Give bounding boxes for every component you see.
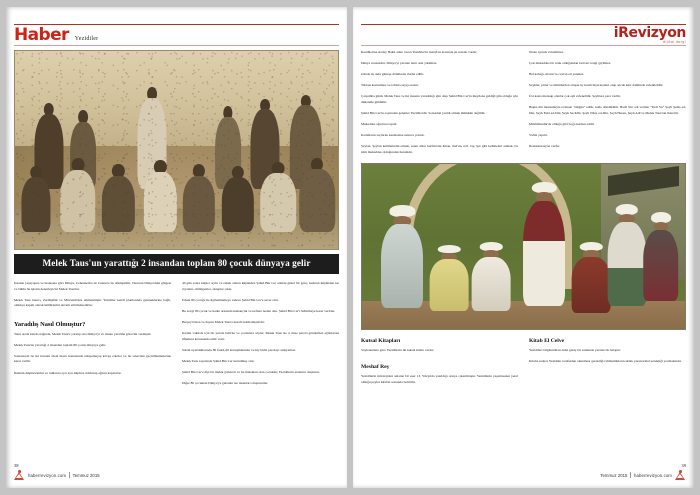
footer-divider: [630, 472, 631, 478]
paragraph: Bal kabağı, marul ve ceylan eti yenmez.: [529, 72, 585, 77]
logo-text: iRevizyon: [613, 25, 686, 41]
paragraph: Yezidileri bilgilendiren daha geniş bir zamanda yazılan bir kitaptır.: [529, 348, 621, 353]
paragraph: Çok mukaddes bir renk olduğundan lacivert rengi giyilmez.: [529, 61, 612, 66]
paragraph: Mukaddes ağaçlara tapılır.: [361, 122, 398, 127]
painting-figure: [472, 242, 511, 311]
paragraph: Kadınların saçlarını kesmesine uzunca yoktur.: [361, 133, 425, 138]
left-column-1: [14, 281, 171, 392]
paragraph: Sonrasında bu iki insanın ideal insan konusunda anlaşamayıp kavga ederler ve bu sınavdan geçirilmemelerine karar verilir.: [14, 353, 171, 364]
paragraph: Başka din mensubuyla evlenen "sürgün" edilir, katle döndürülür. Harfi Sirr adı verilen "Yedi Sır" Şeyh Şems ed-Din, Şeyh Fahr ed-Din, Şeyh Sacâdîn, Şeyh Nâsır ed-Din, Şeyh Hesen, Şeyh Adî ve Melek Taus'tan ibarettir.: [529, 105, 686, 116]
paragraph: Melek Taus sayesinde Şahid Bin Cer kurtulmuş olur.: [182, 358, 255, 363]
paragraph: Şahid Bin Cer'in soyundan gelenler Yezidilerdir. Sonradan yezidi olmak mümkün değildir.: [361, 111, 486, 116]
paragraph: Kitaba sadece Yezidiler tarafından okunması gerektiği rahmanlıkların aklını paranormal perektiği yozmaktadır.: [529, 359, 682, 364]
hero-photo: [14, 50, 339, 250]
paragraph: Diğer 80 çocuktan Dünya'ya gelenler ise insanları oluştururlar.: [182, 381, 269, 386]
paragraph: Sabah uyandıklarında 80 farklı dil konuşmaktadır ve hiç birisi parolayı anlayamaz.: [182, 347, 296, 352]
masthead-rule-bottom: [14, 45, 339, 46]
paragraph: Çarşamba günü, Melek Taus ve iki insanın yaratıldığı gün olup Şahid Bin Cer'in meydana geldiği gün olduğu için dinlenme günüdür.: [361, 94, 518, 104]
section-heading: Kitab El Celve: [529, 338, 565, 345]
section-heading: Meshaf Reş: [361, 364, 389, 371]
paragraph: Şeyhler, pirler ve müritlerden oluşan üç kastlı hiyerarşileri olup ancak kast dahilinde evlenilebilir.: [529, 83, 664, 88]
right-page-columns-bottom: [361, 333, 686, 391]
triangle-logo-icon: [675, 470, 686, 480]
paragraph: İnsanın yaşayışına ve inanışına göre Dünya, Cehennem'e de Cennet'e de dönüşebilir. Tanrının Dünya'daki gölgesi ve bütün bu işlerin denetleyicisi Melek Taus'tur.: [14, 281, 171, 291]
brand-title: Haber: [14, 25, 69, 45]
brand-subtitle: Yezidiler: [74, 36, 99, 42]
right-column-1: [361, 50, 518, 161]
painting-figure: [572, 242, 611, 313]
right-masthead: [361, 7, 686, 47]
paragraph: Dünya sonsuzdur, Dünya'yı yaratan tanrı asla yıkılmaz.: [361, 61, 438, 66]
footer-site[interactable]: haberrevizyon.com: [28, 472, 67, 478]
paragraph: Herşeyi bilen ve duyan Melek Taus'a hesabı katmamışlardır.: [182, 320, 265, 325]
irevizyon-logo[interactable]: [614, 26, 686, 44]
paragraph: Müslümanlık'da olduğu gibi boğa kurban edilir.: [529, 122, 595, 127]
footer-date: Temmuz 2015: [72, 472, 100, 478]
paragraph: Bu sevgi 80 çocuk ve kadın arasında kıskançlık ve nefrete neden olur. Şahid Bin Cer'i öldürmeye karar verirler.: [182, 308, 336, 313]
paragraph: Şahid Bin Cer'e dişi bir melek gönderir ve bu melekten olan çocuklar, Yezidilerin atalarını oluşturur.: [182, 370, 320, 375]
footer-divider: [69, 472, 70, 478]
paragraph: Günde üç defa güneşe dönülerek ibadet edilir.: [361, 72, 425, 77]
paragraph: 40 gün sonra küpler açılır ve erkek olanın küpünden Şahid Bin Cer adında güzel bir genç, kadının küpünden ise çiyanlar, sürüngenler, akrepler çıkar.: [182, 281, 339, 291]
page-number: 39: [681, 463, 686, 469]
left-page-columns: [14, 281, 339, 392]
painting-figure: [607, 204, 646, 306]
left-page: [6, 7, 347, 488]
painting-illustration: [361, 163, 686, 330]
paragraph: Erkek 80 çocuğu ile ilgilenmemeye sadece Şahid Bin Cer'e sever olur.: [182, 297, 279, 302]
right-page-columns-top: [361, 50, 686, 161]
paragraph: Kadını vakitsiz için bir parola belirler ve çocuklara söyler. Melek Taus ise 4 cinse parola gönderilen ağlatlarına üflemesi konusunda emir verir.: [182, 331, 339, 341]
paragraph: Tabiata korunması ve tabiata saygı esastır.: [361, 83, 419, 88]
triangle-logo-icon: [14, 470, 25, 480]
paragraph: Melek Taus inancı, Zerdüştlük ve Mitraizm'den etkilenmiştir. Yezidiler kendi planlarında geleneklerine bağlı, oldukça kapalı olarak kültürlerini devam ettirmektedirler.: [14, 297, 171, 308]
logo-tagline: dijital dergi: [663, 40, 686, 44]
right-column-2: [529, 50, 686, 161]
page-number: 38: [14, 463, 19, 469]
right-column-2-bottom: [529, 333, 686, 391]
paragraph: Melek Taus'un yarattığı 2 insandan toplam 80 çocuk dünyaya gelir.: [14, 342, 107, 347]
left-column-2: [182, 281, 339, 392]
left-footer: [14, 464, 339, 480]
paragraph: Nisan ayında evlenilmez.: [529, 50, 564, 54]
paragraph: Şeytan, Şeytan kelimelerini etmek, satan adını harfelerini Kitan, mel'un, na'l, lay, Şer gibi kelimeleri anmak, bu isim mukaddes olduğundan haramdır.: [361, 144, 518, 154]
paragraph: Üst kasta mensup olanlar çok eşli evlenebilir. Şeyhlere para verilir.: [529, 94, 621, 99]
paragraph: Kendilerine Azday Haklı adını veren Yezidiler'in inançları arasında şu esaslar vardır;: [361, 50, 478, 54]
photo-grain-overlay: [15, 51, 338, 249]
painting-figure: [381, 205, 423, 307]
section-heading: Yaradılış Nasıl Olmuştur?: [14, 320, 86, 328]
paragraph: Söylenenlere göre Yezidilerin iki kutsal kitabı vardır;: [361, 348, 435, 353]
paragraph: Vaftiz yapılır.: [529, 133, 548, 138]
headline-banner: Melek Taus'un yarattığı 2 insandan toplam 80 çocuk dünyaya gelir: [14, 254, 339, 274]
section-heading: Kutsal Kitapları: [361, 338, 401, 345]
painting-figure: [643, 212, 679, 301]
paragraph: İkisinin düşüncelerini ve ruhlarını ayrı ayrı küplere doldurup ağzını kapatırlar.: [14, 370, 122, 375]
paragraph: Tanrı Azda kendi otağında, Melek Taus'u yaratıp ona Dünya'yı ve insanı yaratma görevini vermiştir.: [14, 331, 152, 336]
masthead-rule-bottom: [361, 45, 686, 46]
footer-site[interactable]: haberrevizyon.com: [633, 472, 672, 478]
right-footer: [361, 464, 686, 480]
paragraph: Yezidilerin mitolojisini anlatan bir eser 13. Yüzyılda yazıldığı ortaya çıkarılmıştır. Yezidilerin yaşamasının yerel olduğu peyler kitabın sonunda belirtilir.: [361, 374, 518, 384]
right-page: [353, 7, 694, 488]
footer-date: Temmuz 2015: [600, 472, 628, 478]
right-column-1-bottom: [361, 333, 518, 391]
painting-figure: [430, 245, 469, 311]
left-masthead: [14, 7, 339, 47]
painting-figure: [524, 182, 566, 307]
paragraph: Reenkarnasyon vardır.: [529, 144, 560, 149]
